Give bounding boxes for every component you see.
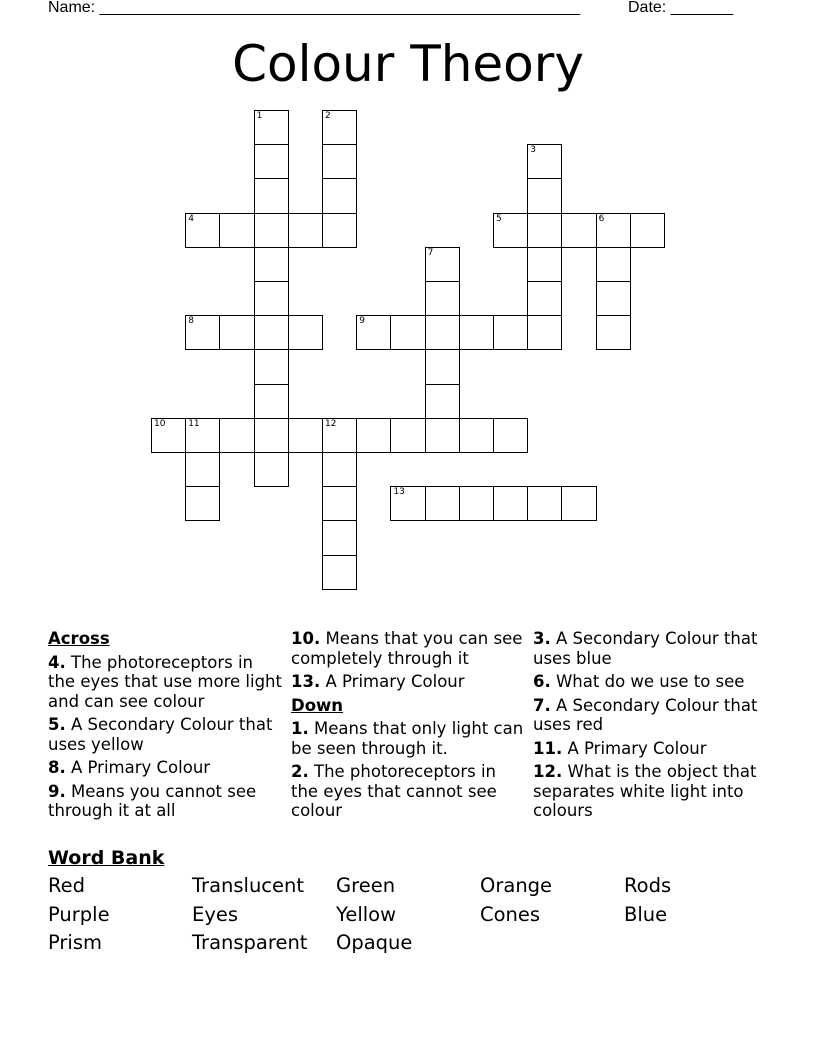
grid-cell[interactable] — [185, 486, 220, 521]
grid-cell[interactable] — [493, 315, 528, 350]
clue-text: The photoreceptors in the eyes that cannot see colour — [291, 762, 497, 820]
clue-number-label: 7. — [533, 695, 551, 715]
clue-number: 3 — [530, 145, 536, 156]
clue-item — [291, 719, 526, 758]
clue-text: What do we use to see — [550, 672, 745, 691]
clue-number-label: 13. — [291, 672, 321, 691]
grid-cell[interactable] — [322, 486, 357, 521]
grid-cell[interactable] — [425, 349, 460, 384]
clue-number: 11 — [188, 418, 200, 429]
clue-number-label: 5. — [48, 715, 66, 734]
grid-cell[interactable] — [459, 315, 494, 350]
clue-number: 10 — [154, 418, 166, 429]
grid-cell[interactable] — [630, 213, 665, 248]
grid-cell[interactable] — [390, 315, 425, 350]
grid-cell[interactable] — [322, 452, 357, 487]
clue-text: A Secondary Colour that uses yellow — [48, 715, 273, 754]
grid-cell[interactable] — [254, 452, 289, 487]
clue-text: The photoreceptors in the eyes that use more light and can see colour — [48, 652, 282, 711]
clue-item — [48, 653, 283, 712]
word-bank-word: Red — [48, 874, 86, 897]
word-bank-word: Cones — [480, 903, 541, 926]
clue-number-label: 6. — [533, 672, 551, 691]
clue-text: Means that only light can be seen through it. — [291, 719, 524, 758]
grid-cell[interactable] — [254, 144, 289, 179]
grid-cell[interactable] — [322, 418, 357, 453]
date-field[interactable]: Date: _______ — [628, 0, 733, 16]
clue-text: A Secondary Colour that uses red — [533, 695, 758, 734]
grid-cell[interactable] — [185, 452, 220, 487]
grid-cell[interactable] — [459, 418, 494, 453]
grid-cell[interactable] — [561, 486, 596, 521]
clue-number-label: 2. — [291, 762, 309, 781]
clue-item — [533, 762, 773, 821]
grid-cell[interactable] — [219, 213, 254, 248]
grid-cell[interactable] — [493, 418, 528, 453]
word-bank-word: Prism — [48, 931, 103, 954]
grid-cell[interactable] — [254, 384, 289, 419]
word-bank-word: Transparent — [192, 931, 308, 954]
grid-cell[interactable] — [356, 418, 391, 453]
grid-cell[interactable] — [596, 247, 631, 282]
grid-cell[interactable] — [185, 418, 220, 453]
clue-column-1 — [48, 629, 283, 825]
clue-number-label: 12. — [533, 762, 563, 781]
page-title: Colour Theory — [232, 35, 584, 93]
clue-column-2 — [291, 629, 526, 825]
clue-item — [533, 672, 773, 692]
grid-cell[interactable] — [561, 213, 596, 248]
clue-item — [291, 762, 526, 821]
grid-cell[interactable] — [322, 110, 357, 145]
word-bank-word: Eyes — [192, 903, 239, 926]
grid-cell[interactable] — [151, 418, 186, 453]
grid-cell[interactable] — [254, 247, 289, 282]
grid-cell[interactable] — [459, 486, 494, 521]
grid-cell[interactable] — [596, 281, 631, 316]
word-bank-heading: Word Bank — [48, 847, 165, 869]
clue-number: 4 — [188, 213, 194, 224]
grid-cell[interactable] — [527, 213, 562, 248]
clue-number-label: 8. — [48, 758, 66, 777]
grid-cell[interactable] — [527, 144, 562, 179]
word-bank-word: Yellow — [336, 903, 397, 926]
clue-item — [533, 696, 773, 735]
grid-cell[interactable] — [322, 213, 357, 248]
clue-item — [48, 782, 283, 821]
grid-cell[interactable] — [322, 144, 357, 179]
clue-number: 8 — [188, 316, 194, 327]
clue-text: A Primary Colour — [65, 758, 211, 777]
word-bank-word: Opaque — [336, 931, 413, 954]
clue-number: 5 — [496, 213, 502, 224]
grid-cell[interactable] — [254, 110, 289, 145]
word-bank-word: Orange — [480, 874, 553, 897]
clue-number-label: 9. — [48, 781, 66, 801]
grid-cell[interactable] — [527, 178, 562, 213]
grid-cell[interactable] — [254, 315, 289, 350]
word-bank-word: Rods — [624, 874, 672, 897]
clue-column-3 — [533, 629, 773, 825]
grid-cell[interactable] — [254, 418, 289, 453]
grid-cell[interactable] — [185, 315, 220, 350]
across-heading: Across — [48, 629, 110, 648]
grid-cell[interactable] — [254, 349, 289, 384]
grid-cell[interactable] — [322, 520, 357, 555]
grid-cell[interactable] — [425, 315, 460, 350]
grid-cell[interactable] — [288, 418, 323, 453]
clue-item — [291, 672, 526, 692]
clue-item — [533, 739, 773, 759]
grid-cell[interactable] — [390, 418, 425, 453]
grid-cell[interactable] — [356, 315, 391, 350]
grid-cell[interactable] — [527, 315, 562, 350]
clue-number: 13 — [393, 487, 405, 498]
grid-cell[interactable] — [288, 213, 323, 248]
grid-cell[interactable] — [493, 486, 528, 521]
grid-cell[interactable] — [390, 486, 425, 521]
clue-text: A Primary Colour — [320, 672, 465, 691]
clue-number-label: 11. — [533, 738, 563, 758]
clue-number: 6 — [598, 213, 605, 224]
clue-item — [48, 715, 283, 754]
clue-number-label: 1. — [291, 719, 309, 738]
grid-cell[interactable] — [425, 486, 460, 521]
grid-cell[interactable] — [254, 178, 289, 213]
grid-cell[interactable] — [219, 418, 254, 453]
word-bank-word: Green — [336, 874, 396, 897]
clue-text: Means that you can see completely through it — [291, 629, 523, 668]
grid-cell[interactable] — [596, 315, 631, 350]
grid-cell[interactable] — [527, 281, 562, 316]
clue-number: 7 — [427, 247, 434, 258]
clue-number-label: 3. — [533, 629, 551, 648]
grid-cell[interactable] — [425, 247, 460, 282]
grid-cell[interactable] — [254, 281, 289, 316]
word-bank-word: Blue — [624, 903, 668, 926]
clue-item — [533, 629, 773, 668]
grid-cell[interactable] — [288, 315, 323, 350]
grid-cell[interactable] — [493, 213, 528, 248]
grid-cell[interactable] — [254, 213, 289, 248]
name-field[interactable]: Name: ______________________________________________________ — [48, 0, 581, 16]
down-heading: Down — [291, 695, 344, 715]
grid-cell[interactable] — [425, 281, 460, 316]
clue-number: 2 — [325, 111, 331, 121]
clue-number: 9 — [359, 316, 365, 327]
clue-number: 1 — [256, 111, 263, 121]
grid-cell[interactable] — [322, 178, 357, 213]
clue-text: Means you cannot see through it at all — [48, 781, 257, 820]
clue-text: A Primary Colour — [562, 738, 707, 758]
clue-text: What is the object that separates white light into colours — [533, 762, 757, 820]
clue-item — [48, 758, 283, 778]
grid-cell[interactable] — [527, 486, 562, 521]
clue-item — [291, 629, 526, 668]
grid-cell[interactable] — [219, 315, 254, 350]
word-bank-word: Purple — [48, 903, 110, 926]
grid-cell[interactable] — [425, 418, 460, 453]
grid-cell[interactable] — [322, 555, 357, 590]
grid-cell[interactable] — [185, 213, 220, 248]
clue-number-label: 10. — [291, 629, 321, 648]
word-bank-word: Translucent — [192, 874, 305, 897]
grid-cell[interactable] — [596, 213, 631, 248]
grid-cell[interactable] — [527, 247, 562, 282]
clue-number: 12 — [325, 418, 337, 429]
clue-number-label: 4. — [48, 652, 66, 672]
grid-cell[interactable] — [425, 384, 460, 419]
clue-text: A Secondary Colour that uses blue — [533, 629, 758, 668]
